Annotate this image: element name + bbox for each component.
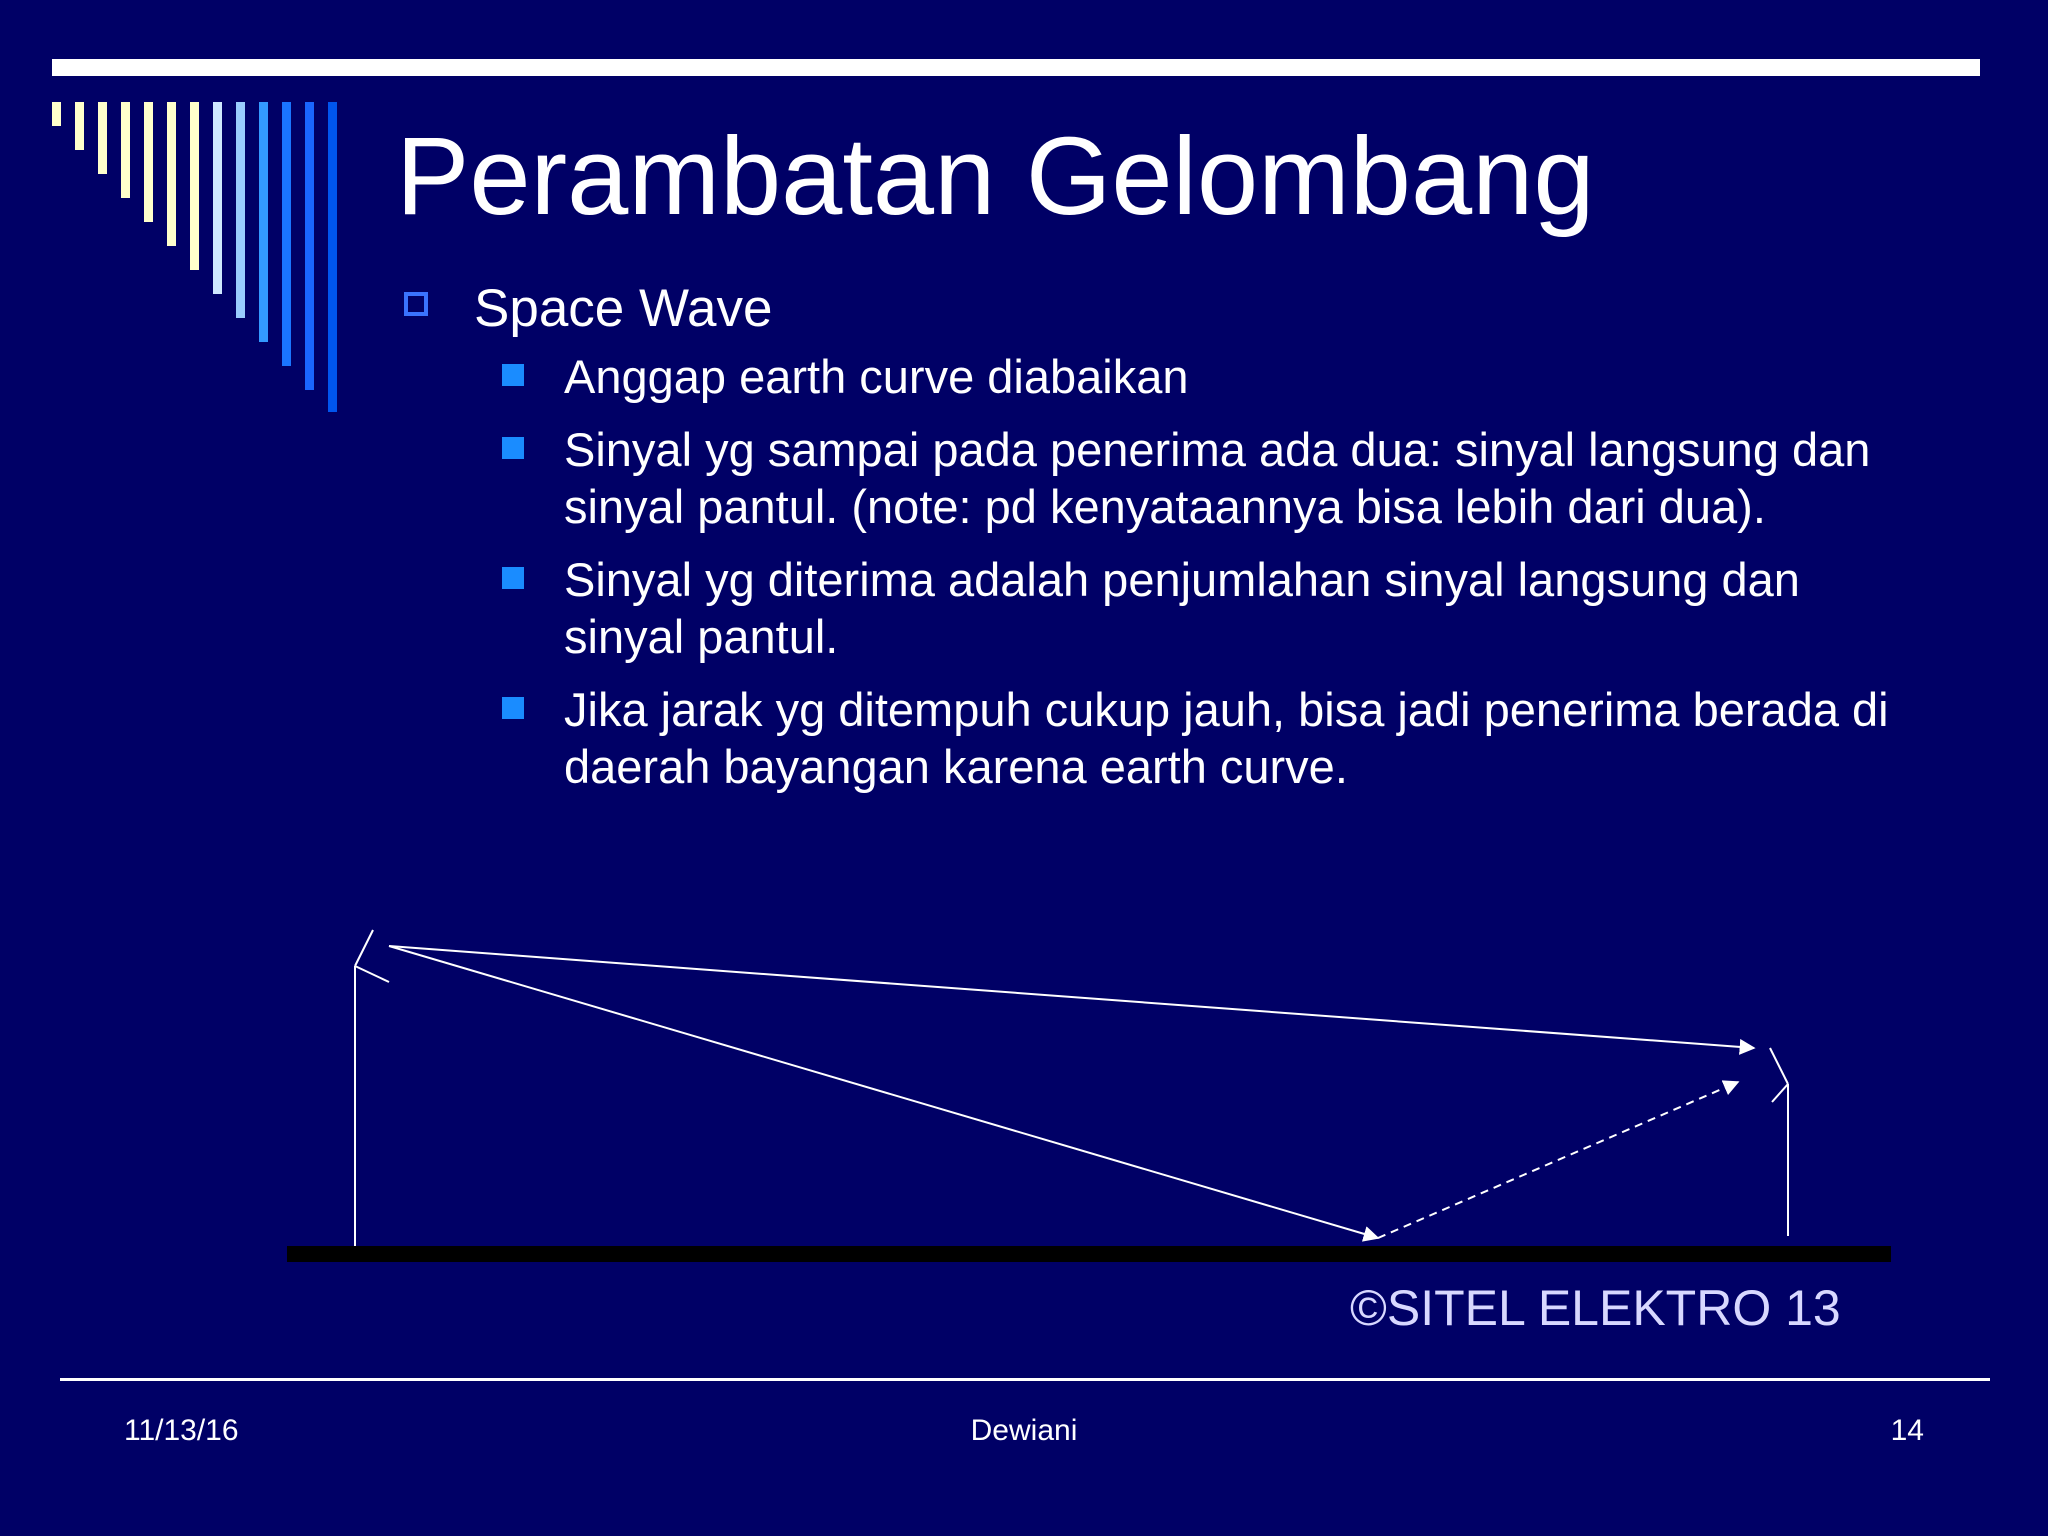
- copyright-watermark: ©SITEL ELEKTRO 13: [1350, 1280, 1841, 1336]
- direct-ray-arrow: [389, 946, 1754, 1048]
- sub-bullet-text: Sinyal yg sampai pada penerima ada dua: sinyal langsung dan sinyal pantul. (note: pd kenyataannya bisa lebih dari dua).: [564, 423, 1871, 533]
- bottom-rule: [60, 1378, 1990, 1381]
- footer-author: Dewiani: [970, 1414, 1078, 1447]
- receiver-antenna-icon: [1770, 1048, 1788, 1236]
- bullet-text: Space Wave: [474, 279, 773, 338]
- incident-ray-arrow: [389, 946, 1378, 1238]
- sub-bullet-text: Jika jarak yg ditempuh cukup jauh, bisa jadi penerima berada di daerah bayangan karena earth curve.: [564, 683, 1889, 793]
- ground-line: [287, 1246, 1891, 1262]
- reflected-ray-arrow: [1378, 1082, 1738, 1238]
- transmitter-antenna-icon: [355, 930, 389, 1246]
- sub-bullet-text: Sinyal yg diterima adalah penjumlahan sinyal langsung dan sinyal pantul.: [564, 553, 1800, 663]
- footer-date: 11/13/16: [124, 1414, 239, 1447]
- footer-page-number: 14: [1890, 1414, 1924, 1447]
- sub-bullet-text: Anggap earth curve diabaikan: [564, 350, 1189, 403]
- slide-title: Perambatan Gelombang: [396, 115, 1595, 238]
